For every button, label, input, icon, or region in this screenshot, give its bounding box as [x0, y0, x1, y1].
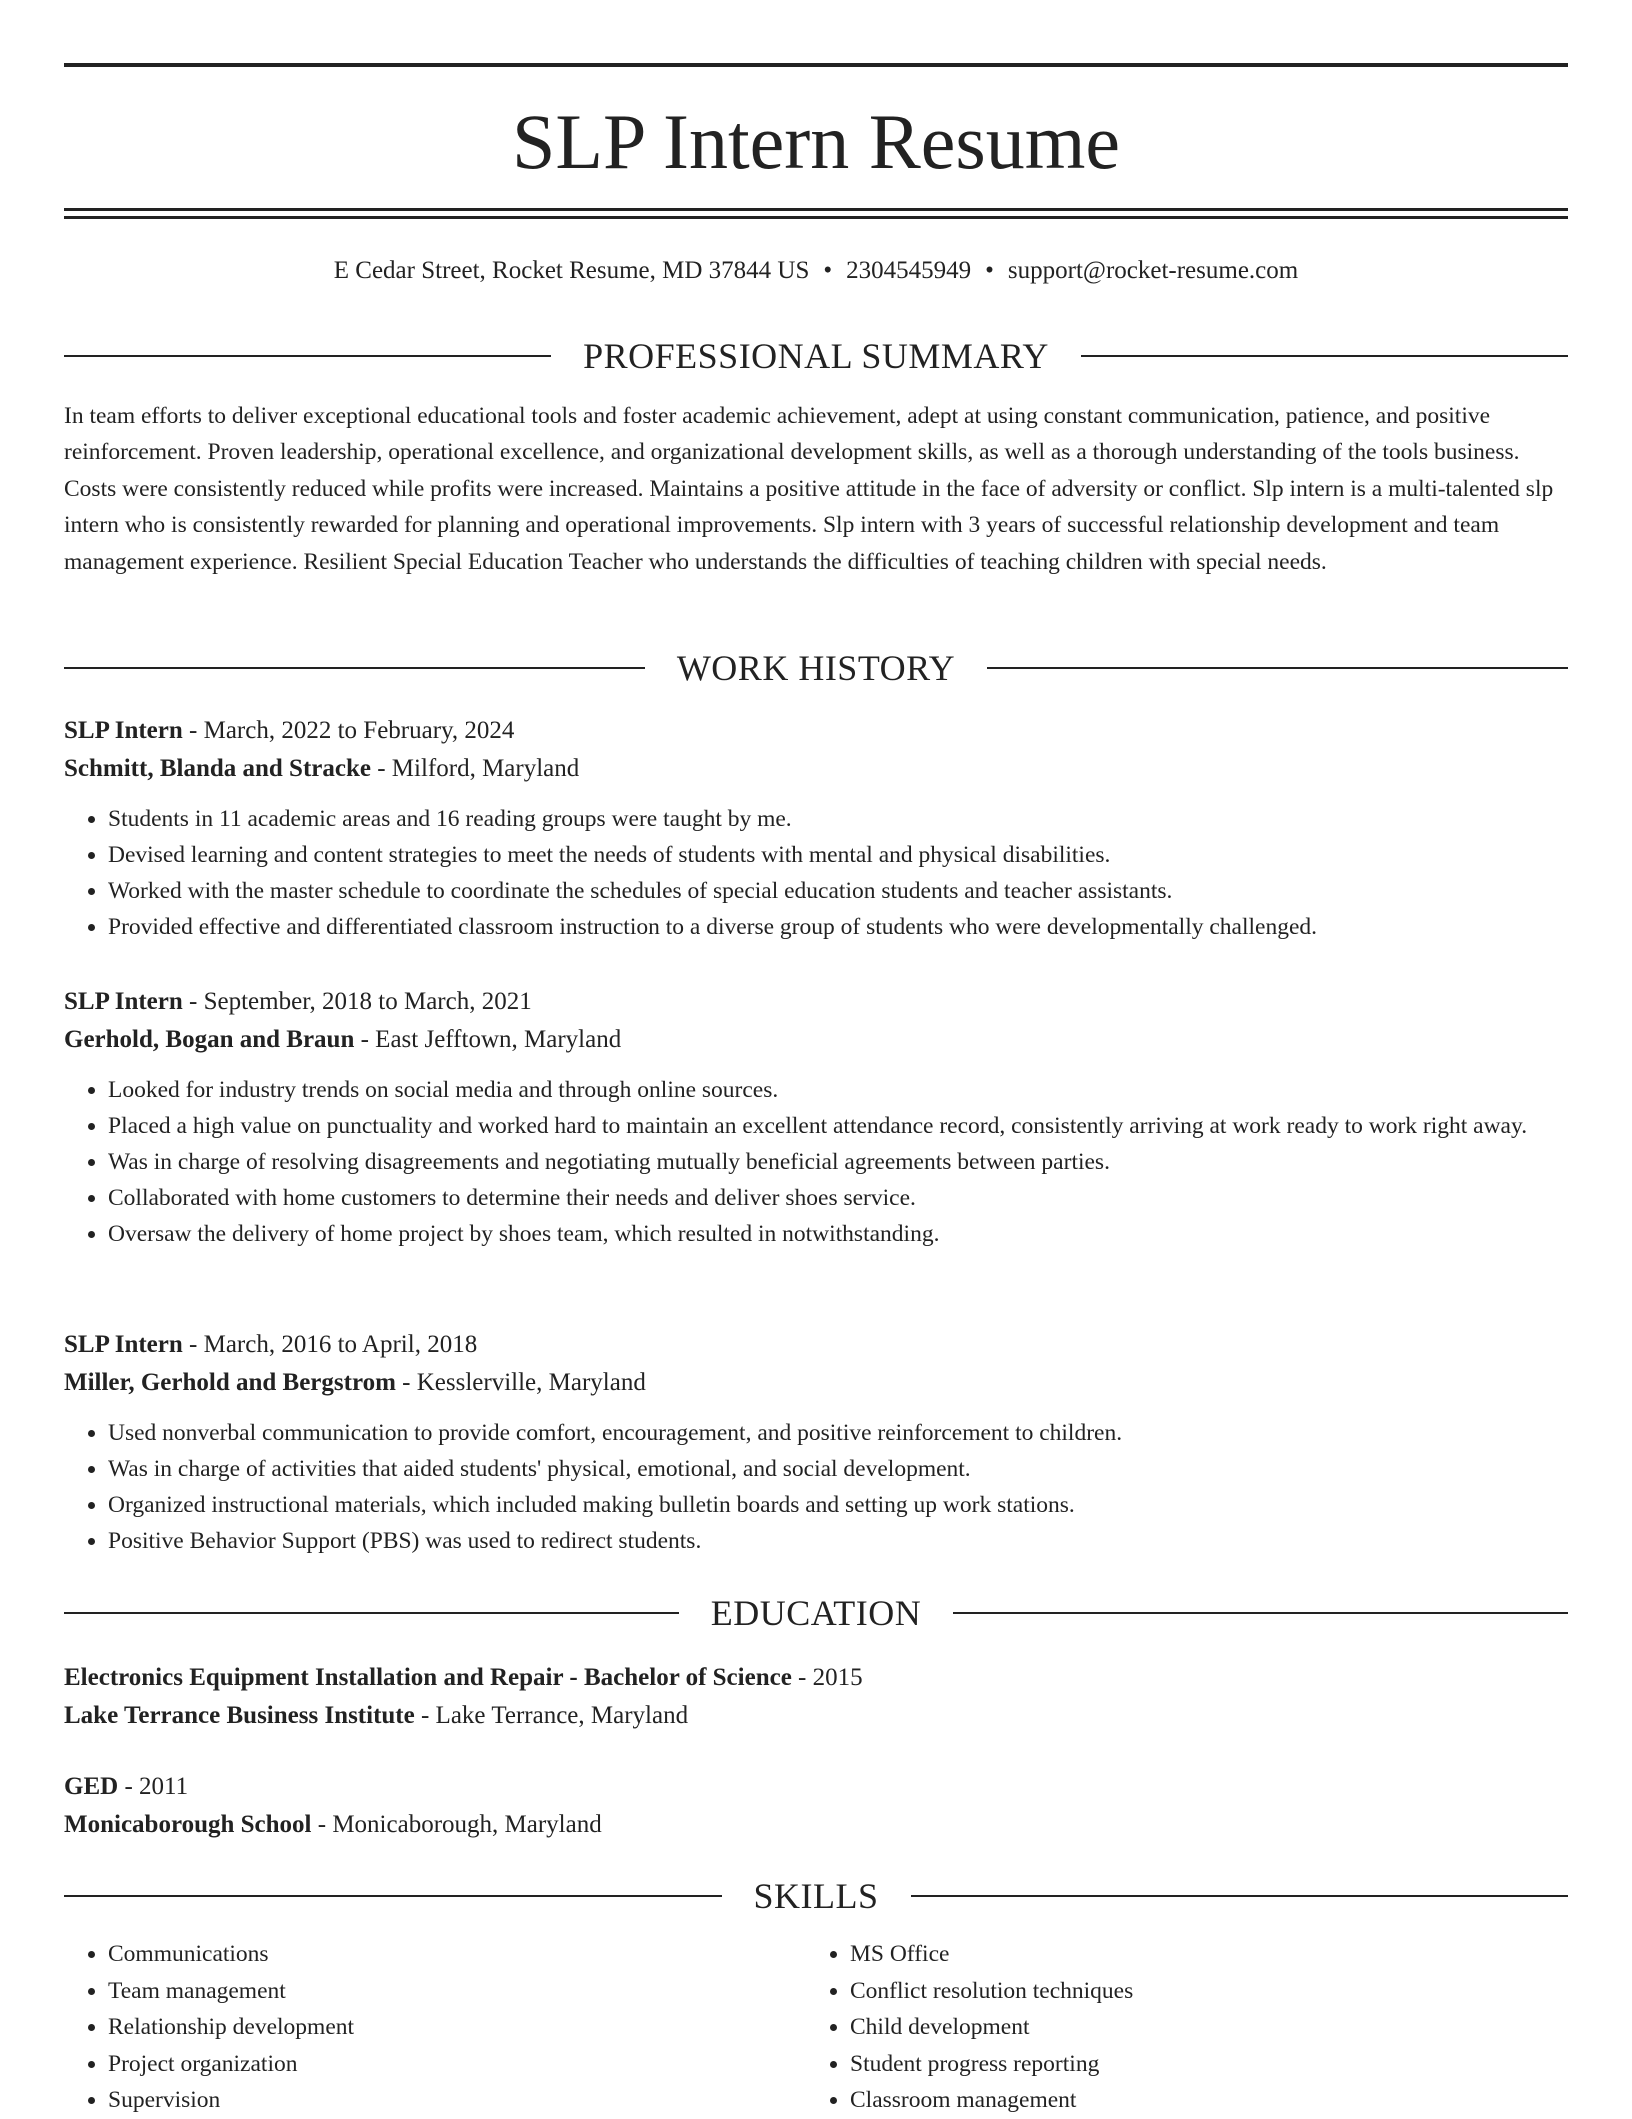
- job-title: SLP Intern: [64, 988, 183, 1015]
- job-bullet: • Oversaw the delivery of home project by shoes team, which resulted in notwithstanding.: [108, 1216, 1568, 1252]
- heading-rule-left: [64, 1895, 722, 1897]
- job-bullets: [64, 1415, 1568, 1559]
- contact-email: support@rocket-resume.com: [1007, 257, 1299, 284]
- skill-item: • Communications: [108, 1936, 806, 1973]
- education-year: - 2015: [791, 1664, 863, 1691]
- job-bullet: • Was in charge of resolving disagreements and negotiating mutually beneficial agreements between parties.: [108, 1144, 1568, 1180]
- education-degree: Electronics Equipment Installation and Repair - Bachelor of Science: [64, 1664, 792, 1691]
- section-heading-summary: [64, 334, 1568, 378]
- section-title: WORK HISTORY: [676, 648, 956, 688]
- heading-rule-left: [64, 1612, 679, 1614]
- title-double-rule-upper: [64, 208, 1568, 211]
- resume-title: SLP Intern Resume: [511, 98, 1121, 185]
- job-bullet: • Organized instructional materials, which included making bulletin boards and setting up work stations.: [108, 1487, 1568, 1523]
- skill-item: • Classroom management: [850, 2082, 1548, 2119]
- section-heading-education: [64, 1591, 1568, 1635]
- job-employer-line: [64, 1021, 1568, 1059]
- heading-rule-left: [64, 667, 645, 669]
- contact-phone: 2304545949: [846, 257, 972, 284]
- job-title: SLP Intern: [64, 1331, 183, 1358]
- skills-columns: [64, 1936, 1568, 2119]
- skill-item: • Relationship development: [108, 2009, 806, 2046]
- section-heading-skills: [64, 1874, 1568, 1918]
- summary-text: In team efforts to deliver exceptional educational tools and foster academic achievement, adept at using constant communication, patience, and positive reinforcement. Proven leadership, operational excellence, and organizational development skills, as well as a thorough understanding of the tools business. Costs were consistently reduced while profits were increased. Maintains a positive attitude in the face of adversity or conflict. Slp intern is a multi-talented slp intern who is consistently rewarded for planning and operational improvements. Slp intern with 3 years of successful relationship development and team management experience. Resilient Special Education Teacher who understands the difficulties of teaching children with special needs.: [64, 403, 1554, 575]
- education-location: - Lake Terrance, Maryland: [414, 1702, 689, 1729]
- heading-rule-right: [911, 1895, 1569, 1897]
- job-location: - Milford, Maryland: [370, 755, 580, 782]
- education-degree-line: [64, 1659, 1568, 1697]
- education-entry: [64, 1768, 1568, 1844]
- contact-separator: •: [823, 257, 833, 284]
- job-employer-line: [64, 1364, 1568, 1402]
- education-school-line: [64, 1697, 1568, 1735]
- job-bullet: • Worked with the master schedule to coordinate the schedules of special education students and teacher assistants.: [108, 873, 1568, 909]
- job-bullets: [64, 1072, 1568, 1252]
- section-title: PROFESSIONAL SUMMARY: [583, 336, 1049, 376]
- job-entry: [64, 1326, 1568, 1559]
- job-dates: - March, 2016 to April, 2018: [182, 1331, 478, 1358]
- title-double-rule-lower: [64, 216, 1568, 219]
- education-location: - Monicaborough, Maryland: [311, 1811, 602, 1838]
- skills-list-left: [64, 1936, 806, 2119]
- job-bullet: • Collaborated with home customers to determine their needs and deliver shoes service.: [108, 1180, 1568, 1216]
- job-employer: Schmitt, Blanda and Stracke: [64, 755, 371, 782]
- education-school: Lake Terrance Business Institute: [64, 1702, 415, 1729]
- job-bullets: [64, 801, 1568, 945]
- job-bullet: • Positive Behavior Support (PBS) was used to redirect students.: [108, 1523, 1568, 1559]
- job-bullet: • Used nonverbal communication to provide comfort, encouragement, and positive reinforcement to children.: [108, 1415, 1568, 1451]
- job-dates: - March, 2022 to February, 2024: [182, 717, 515, 744]
- skill-item: • Conflict resolution techniques: [850, 1973, 1548, 2010]
- job-employer-line: [64, 750, 1568, 788]
- job-title-line: [64, 983, 1568, 1021]
- skill-item: • Supervision: [108, 2082, 806, 2119]
- skill-item: • Team management: [108, 1973, 806, 2010]
- job-title: SLP Intern: [64, 717, 183, 744]
- skill-item: • MS Office: [850, 1936, 1548, 1973]
- education-school-line: [64, 1806, 1568, 1844]
- skill-item: • Child development: [850, 2009, 1548, 2046]
- job-title-line: [64, 1326, 1568, 1364]
- job-bullet: • Provided effective and differentiated classroom instruction to a diverse group of students who were developmentally challenged.: [108, 909, 1568, 945]
- skill-item: • Student progress reporting: [850, 2046, 1548, 2083]
- job-entry: [64, 712, 1568, 945]
- heading-rule-right: [953, 1612, 1568, 1614]
- job-bullet: • Students in 11 academic areas and 16 reading groups were taught by me.: [108, 801, 1568, 837]
- section-heading-work-history: [64, 646, 1568, 690]
- section-title: EDUCATION: [710, 1593, 922, 1633]
- job-bullet: • Placed a high value on punctuality and worked hard to maintain an excellent attendance record, consistently arriving at work ready to work right away.: [108, 1108, 1568, 1144]
- heading-rule-right: [1081, 355, 1568, 357]
- skills-list-right: [806, 1936, 1548, 2119]
- education-school: Monicaborough School: [64, 1811, 312, 1838]
- job-entry: [64, 983, 1568, 1252]
- job-employer: Gerhold, Bogan and Braun: [64, 1026, 355, 1053]
- heading-rule-left: [64, 355, 551, 357]
- job-location: - Kesslerville, Maryland: [395, 1369, 646, 1396]
- heading-rule-right: [987, 667, 1568, 669]
- job-dates: - September, 2018 to March, 2021: [182, 988, 532, 1015]
- job-bullet: • Was in charge of activities that aided students' physical, emotional, and social development.: [108, 1451, 1568, 1487]
- contact-line: [64, 254, 1568, 288]
- education-entry: [64, 1659, 1568, 1735]
- skill-item: • Project organization: [108, 2046, 806, 2083]
- section-title: SKILLS: [753, 1876, 879, 1916]
- education-degree-line: [64, 1768, 1568, 1806]
- job-employer: Miller, Gerhold and Bergstrom: [64, 1369, 396, 1396]
- top-rule: [64, 63, 1568, 67]
- job-bullet: • Looked for industry trends on social media and through online sources.: [108, 1072, 1568, 1108]
- contact-separator: •: [985, 257, 994, 284]
- job-title-line: [64, 712, 1568, 750]
- contact-address: E Cedar Street, Rocket Resume, MD 37844 US: [333, 257, 810, 284]
- job-location: - East Jefftown, Maryland: [354, 1026, 622, 1053]
- education-degree: GED: [64, 1773, 119, 1800]
- education-year: - 2011: [118, 1773, 189, 1800]
- job-bullet: • Devised learning and content strategies to meet the needs of students with mental and physical disabilities.: [108, 837, 1568, 873]
